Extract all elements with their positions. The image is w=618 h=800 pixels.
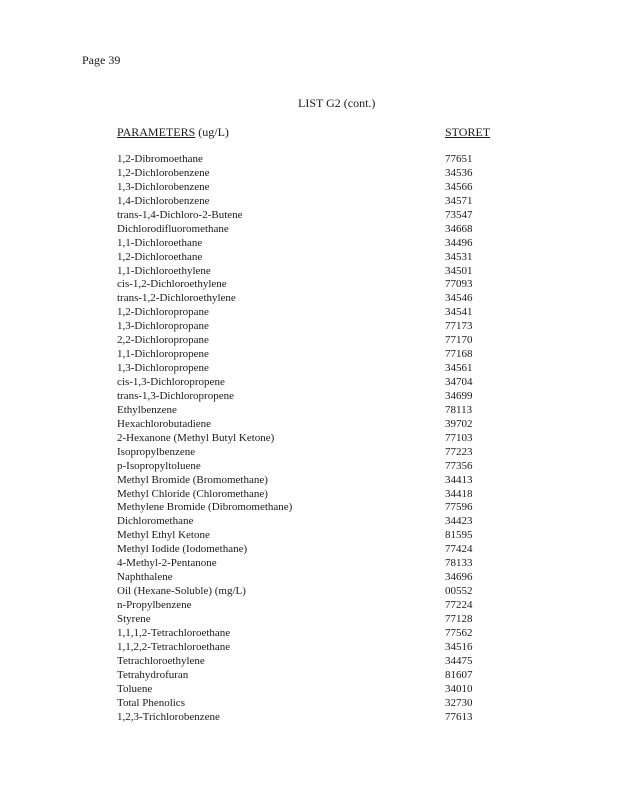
parameter-name: 2-Hexanone (Methyl Butyl Ketone) (117, 431, 275, 444)
storet-code: 77168 (445, 348, 473, 361)
storet-code: 34010 (445, 682, 473, 695)
parameter-row (117, 571, 497, 585)
list-title: LIST G2 (cont.) (298, 96, 376, 110)
storet-code: 32730 (445, 696, 473, 709)
parameter-row (117, 362, 497, 376)
parameter-name: 1,2,3-Trichlorobenzene (117, 710, 220, 723)
parameter-name: Methyl Iodide (Iodomethane) (117, 543, 248, 556)
storet-code: 77562 (445, 626, 473, 639)
parameter-row (117, 237, 497, 251)
storet-code: 34668 (445, 222, 473, 235)
storet-code: 39702 (445, 417, 473, 430)
storet-code: 81595 (445, 529, 473, 542)
storet-code: 77223 (445, 445, 473, 458)
parameter-row (117, 711, 497, 725)
parameter-row (117, 446, 497, 460)
parameter-name: 1,1-Dichloroethylene (117, 264, 211, 277)
parameter-name: Oil (Hexane-Soluble) (mg/L) (117, 585, 246, 598)
parameter-row (117, 209, 497, 223)
parameter-name: 1,4-Dichlorobenzene (117, 194, 210, 207)
storet-code: 34561 (445, 362, 473, 375)
parameter-row (117, 460, 497, 474)
parameter-name: Methyl Chloride (Chloromethane) (117, 487, 268, 500)
storet-code: 34516 (445, 640, 473, 653)
storet-code: 77093 (445, 278, 473, 291)
parameter-name: Isopropylbenzene (117, 445, 196, 458)
parameter-row (117, 599, 497, 613)
parameter-row (117, 669, 497, 683)
storet-code: 34501 (445, 264, 473, 277)
parameter-row (117, 223, 497, 237)
storet-code: 34541 (445, 306, 473, 319)
storet-column-header: STORET (445, 125, 491, 139)
parameter-row (117, 404, 497, 418)
parameter-name: cis-1,3-Dichloropropene (117, 376, 225, 388)
storet-code: 77613 (445, 710, 473, 723)
parameter-row (117, 376, 497, 390)
parameter-name: Styrene (117, 612, 151, 625)
parameter-row (117, 334, 497, 348)
parameter-row (117, 585, 497, 599)
parameter-name: Tetrahydrofuran (117, 668, 189, 681)
parameter-row (117, 195, 497, 209)
storet-code: 34566 (445, 180, 473, 193)
parameter-name: Dichloromethane (117, 515, 194, 528)
parameter-name: 1,3-Dichloropropene (117, 362, 209, 375)
storet-code: 77103 (445, 431, 473, 444)
storet-code: 34696 (445, 571, 473, 584)
parameter-row (117, 474, 497, 488)
storet-code: 77596 (445, 501, 473, 514)
parameter-name: 1,2-Dichloroethane (117, 250, 203, 263)
parameter-row (117, 529, 497, 543)
storet-code: 34418 (445, 487, 473, 500)
parameter-name: 4-Methyl-2-Pentanone (117, 557, 217, 570)
parameter-row (117, 306, 497, 320)
storet-code: 34531 (445, 250, 473, 263)
storet-code: 77128 (445, 612, 473, 625)
storet-code: 77224 (445, 599, 473, 611)
storet-code: 81607 (445, 668, 473, 681)
parameter-row (117, 153, 497, 167)
parameter-list (117, 153, 497, 724)
storet-code: 34571 (445, 194, 473, 207)
storet-code: 34475 (445, 654, 473, 667)
storet-code: 34536 (445, 166, 473, 179)
parameter-name: Methylene Bromide (Dibromomethane) (117, 501, 293, 514)
parameter-name: 1,1,2,2-Tetrachloroethane (117, 640, 231, 653)
parameter-row (117, 613, 497, 627)
storet-code: 77651 (445, 153, 473, 165)
storet-code: 34423 (445, 515, 473, 528)
parameter-name: 1,3-Dichloropropane (117, 320, 209, 333)
storet-code: 00552 (445, 585, 473, 598)
storet-code: 34704 (445, 376, 473, 388)
parameter-name: 1,2-Dichloropropane (117, 306, 209, 319)
parameter-row (117, 265, 497, 279)
parameter-name: n-Propylbenzene (117, 599, 192, 611)
parameter-row (117, 697, 497, 711)
storet-code: 77424 (445, 543, 473, 556)
parameter-name: 1,2-Dichlorobenzene (117, 166, 210, 179)
parameter-row (117, 418, 497, 432)
parameter-name: trans-1,2-Dichloroethylene (117, 292, 236, 305)
parameter-row (117, 627, 497, 641)
parameter-name: 1,2-Dibromoethane (117, 153, 203, 165)
parameter-name: trans-1,3-Dichloropropene (117, 389, 234, 402)
parameter-row (117, 251, 497, 265)
parameter-row (117, 432, 497, 446)
parameter-name: p-Isopropyltoluene (117, 459, 201, 472)
parameter-name: 1,1-Dichloroethane (117, 236, 203, 249)
parameter-row (117, 641, 497, 655)
parameter-row (117, 543, 497, 557)
parameter-row (117, 167, 497, 181)
parameter-name: trans-1,4-Dichloro-2-Butene (117, 208, 243, 221)
storet-code: 34413 (445, 473, 473, 486)
parameter-name: Total Phenolics (117, 696, 185, 709)
parameter-name: Methyl Bromide (Bromomethane) (117, 473, 268, 486)
parameter-name: Hexachlorobutadiene (117, 417, 212, 430)
parameters-column-header (117, 125, 229, 140)
parameter-name: Naphthalene (117, 571, 173, 584)
storet-code: 73547 (445, 208, 473, 221)
parameter-row (117, 557, 497, 571)
parameter-name: Tetrachloroethylene (117, 654, 205, 667)
parameter-name: Dichlorodifluoromethane (117, 222, 229, 235)
storet-code: 77173 (445, 320, 473, 333)
parameter-name: Methyl Ethyl Ketone (117, 529, 210, 542)
parameter-name: 1,1-Dichloropropene (117, 348, 209, 361)
parameter-row (117, 278, 497, 292)
parameter-row (117, 292, 497, 306)
storet-code: 77170 (445, 334, 473, 347)
page-number: Page 39 (82, 53, 121, 67)
parameter-row (117, 515, 497, 529)
storet-code: 78133 (445, 557, 473, 570)
parameter-row (117, 390, 497, 404)
parameter-name: 1,1,1,2-Tetrachloroethane (117, 626, 231, 639)
storet-code: 34699 (445, 389, 473, 402)
parameter-row (117, 181, 497, 195)
parameter-name: 1,3-Dichlorobenzene (117, 180, 210, 193)
parameters-units-label: (ug/L) (195, 125, 229, 139)
parameter-name: Ethylbenzene (117, 403, 177, 416)
parameter-row (117, 348, 497, 362)
parameter-row (117, 320, 497, 334)
storet-code: 34496 (445, 236, 473, 249)
storet-code: 77356 (445, 459, 473, 472)
storet-code: 78113 (445, 403, 473, 416)
storet-code: 34546 (445, 292, 473, 305)
parameter-row (117, 488, 497, 502)
parameter-row (117, 655, 497, 669)
parameter-name: 2,2-Dichloropropane (117, 334, 209, 347)
parameters-header-label: PARAMETERS (117, 125, 196, 139)
parameter-name: cis-1,2-Dichloroethylene (117, 278, 227, 291)
parameter-row (117, 501, 497, 515)
parameter-row (117, 683, 497, 697)
parameter-name: Toluene (117, 682, 153, 695)
